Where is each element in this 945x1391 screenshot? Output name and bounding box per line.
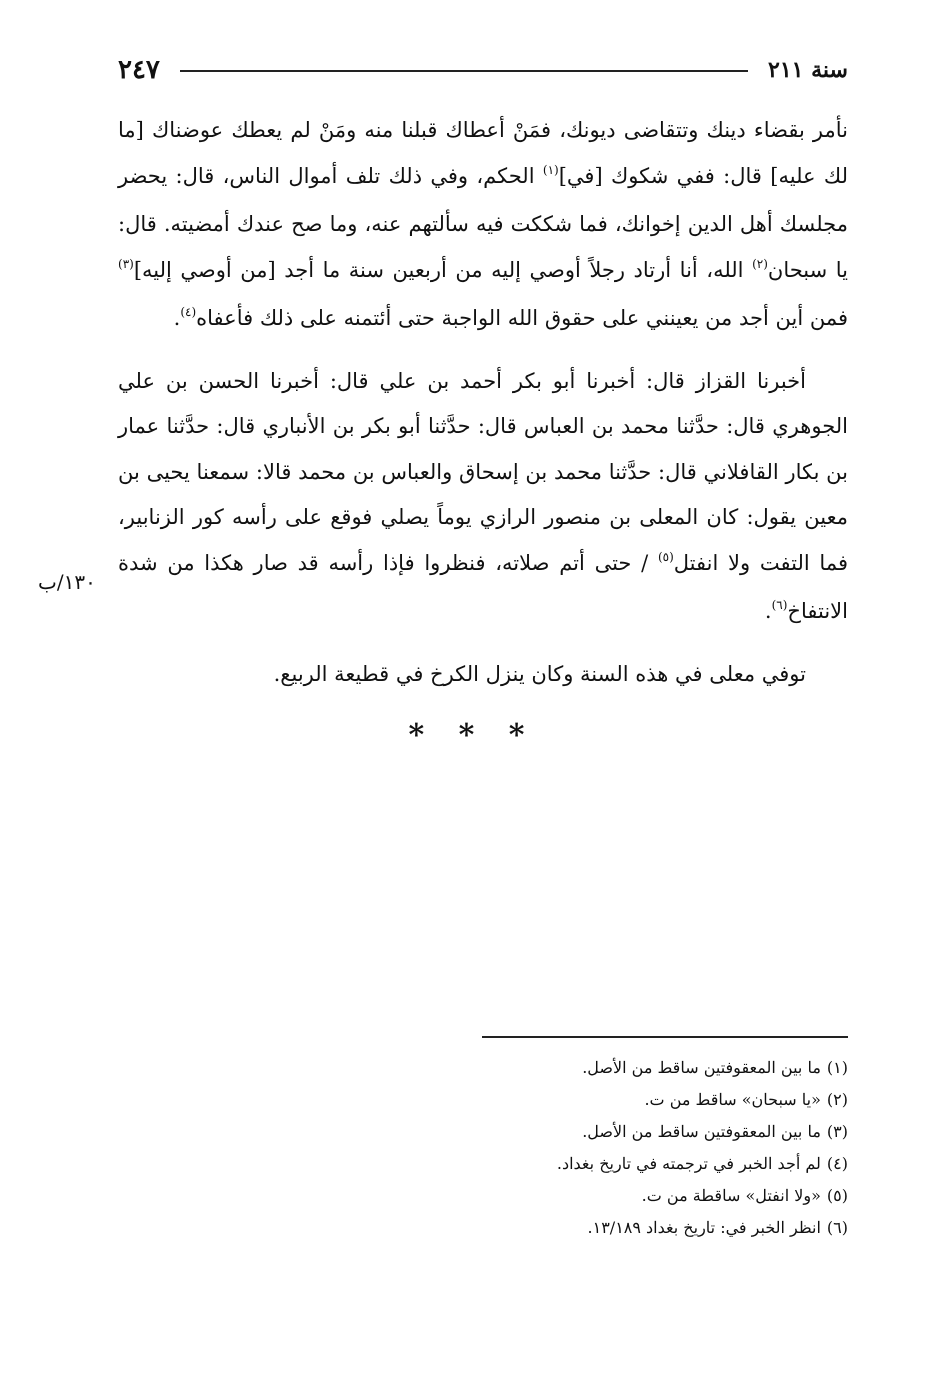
margin-folio-note: ١٣٠/ب (38, 570, 96, 594)
footnote-text: «ولا انفتل» ساقطة من ت. (641, 1186, 821, 1205)
text-run: / حتى أتم صلاته، فنظروا فإذا رأسه قد صار هكذا من شدة الانتفاخ (118, 550, 848, 623)
footnote-number: (٥) (826, 1186, 848, 1205)
page-header (118, 52, 848, 88)
footnote-text: انظر الخبر في: تاريخ بغداد ١٣/١٨٩. (587, 1218, 821, 1237)
footnotes (118, 1052, 848, 1244)
footnote-item (118, 1212, 848, 1244)
footnote-text: «يا سبحان» ساقط من ت. (644, 1090, 821, 1109)
footnote-ref-3: (٣) (118, 256, 134, 271)
text-run: أخبرنا القزاز قال: أخبرنا أبو بكر أحمد بن علي قال: أخبرنا الحسن بن علي الجوهري قال: حدَّثنا محمد بن العباس قال: حدَّثنا أبو بكر بن الأنباري قال: حدَّثنا عمار بن بكار القافلاني قال: حدَّثنا محمد بن إسحاق والعباس بن محمد قالا: سمعنا يحيى بن معين يقول: كان المعلى بن منصور الرازي يوماً يصلي فوقع على رأسه كور الزنابير، فما التفت ولا انفتل (118, 368, 848, 575)
text-run: . (173, 306, 181, 330)
body-text (118, 108, 848, 697)
text-run: الله، أنا أرتاد رجلاً أوصي إليه من أربعين سنة ما أجد [من أوصي إليه] (133, 257, 753, 282)
footnote-number: (٦) (826, 1218, 848, 1237)
footnote-item (118, 1180, 848, 1212)
footnote-ref-5: (٥) (657, 549, 674, 564)
paragraph-dialogue (118, 108, 848, 345)
footnote-ref-2: (٢) (752, 256, 768, 271)
footnote-item (118, 1052, 848, 1084)
footnote-item (118, 1084, 848, 1116)
footnote-item (118, 1116, 848, 1148)
running-head: سنة ٢١١ (768, 57, 848, 83)
footnote-ref-4: (٤) (180, 305, 197, 319)
page-number: ٢٤٧ (118, 55, 160, 85)
footnote-number: (٣) (826, 1122, 848, 1141)
paragraph-isnad (118, 359, 848, 638)
paragraph-death-note: توفي معلى في هذه السنة وكان ينزل الكرخ في قطيعة الربيع. (273, 661, 806, 686)
footnote-item (118, 1148, 848, 1180)
footnote-text: لم أجد الخبر في ترجمته في تاريخ بغداد. (556, 1154, 821, 1173)
text-run: فمن أين أجد من يعينني على حقوق الله الواجبة حتى أئتمنه على ذلك فأعفاه (196, 306, 848, 330)
section-separator: * * * (408, 718, 537, 753)
footnote-ref-6: (٦) (771, 598, 788, 612)
footnote-number: (١) (826, 1058, 848, 1077)
text-run: الحكم، وفي ذلك تلف أموال الناس، قال: يحضر مجلسك أهل الدين إخوانك، فما شككت فيه سألتهم عنه، وما صح عندك أمضيته. قال: يا سبحان (118, 163, 849, 282)
footnote-text: ما بين المعقوفتين ساقط من الأصل. (582, 1122, 821, 1141)
header-rule (180, 70, 748, 72)
text-run: . (764, 599, 772, 623)
footnote-text: ما بين المعقوفتين ساقط من الأصل. (582, 1058, 821, 1077)
footnote-rule (482, 1036, 848, 1038)
footnote-number: (٢) (826, 1090, 848, 1109)
footnote-ref-1: (١) (542, 162, 559, 177)
text-run: نأمر بقضاء دينك وتتقاضى ديونك، فمَنْ أعطاك قبلنا منه ومَنْ لم يعطك عوضناك [ما لك عليه] قال: ففي شكوك [في] (118, 118, 848, 188)
footnote-number: (٤) (826, 1154, 848, 1173)
